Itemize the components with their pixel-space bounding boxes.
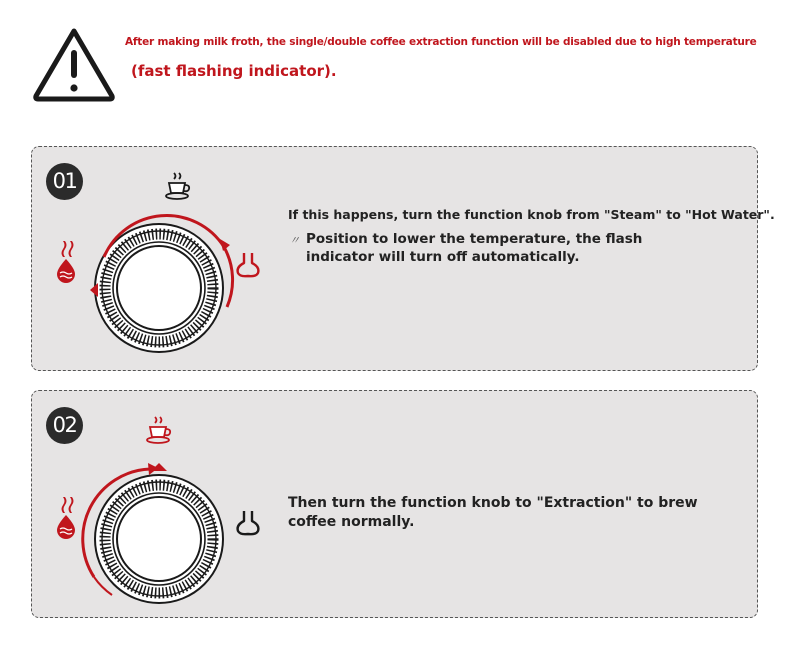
- knob-pointer-icon: [90, 283, 98, 297]
- hot-water-nozzle-icon: [238, 511, 259, 534]
- step-1-detail: Position to lower the temperature, the flash indicator will turn off automatically.: [306, 231, 643, 265]
- step-2-badge: 02: [46, 407, 83, 444]
- warning-text-line1: After making milk froth, the single/double coffee extraction function will be disabled due to high temperature: [125, 36, 757, 48]
- warning-triangle-icon: [32, 26, 116, 104]
- coffee-cup-icon: [147, 417, 170, 443]
- step-1-knob-diagram: [52, 167, 302, 367]
- hot-water-nozzle-icon: [238, 253, 259, 276]
- coffee-cup-icon: [166, 173, 189, 199]
- step-2-knob-diagram: [52, 411, 302, 616]
- function-knob: [95, 224, 223, 352]
- step-1-badge: 01: [46, 163, 83, 200]
- step-1-panel: [31, 146, 775, 371]
- function-knob: [95, 475, 223, 603]
- step-2-instruction: Then turn the function knob to "Extraction" to brew coffee normally.: [288, 495, 698, 530]
- bullet-mark: 〃: [289, 234, 300, 247]
- step-1-instruction: If this happens, turn the function knob from "Steam" to "Hot Water".: [288, 207, 775, 222]
- steam-icon: [57, 241, 75, 283]
- step-2-panel: [31, 390, 758, 618]
- steam-icon: [57, 497, 75, 539]
- warning-text-line2: (fast flashing indicator).: [131, 62, 337, 80]
